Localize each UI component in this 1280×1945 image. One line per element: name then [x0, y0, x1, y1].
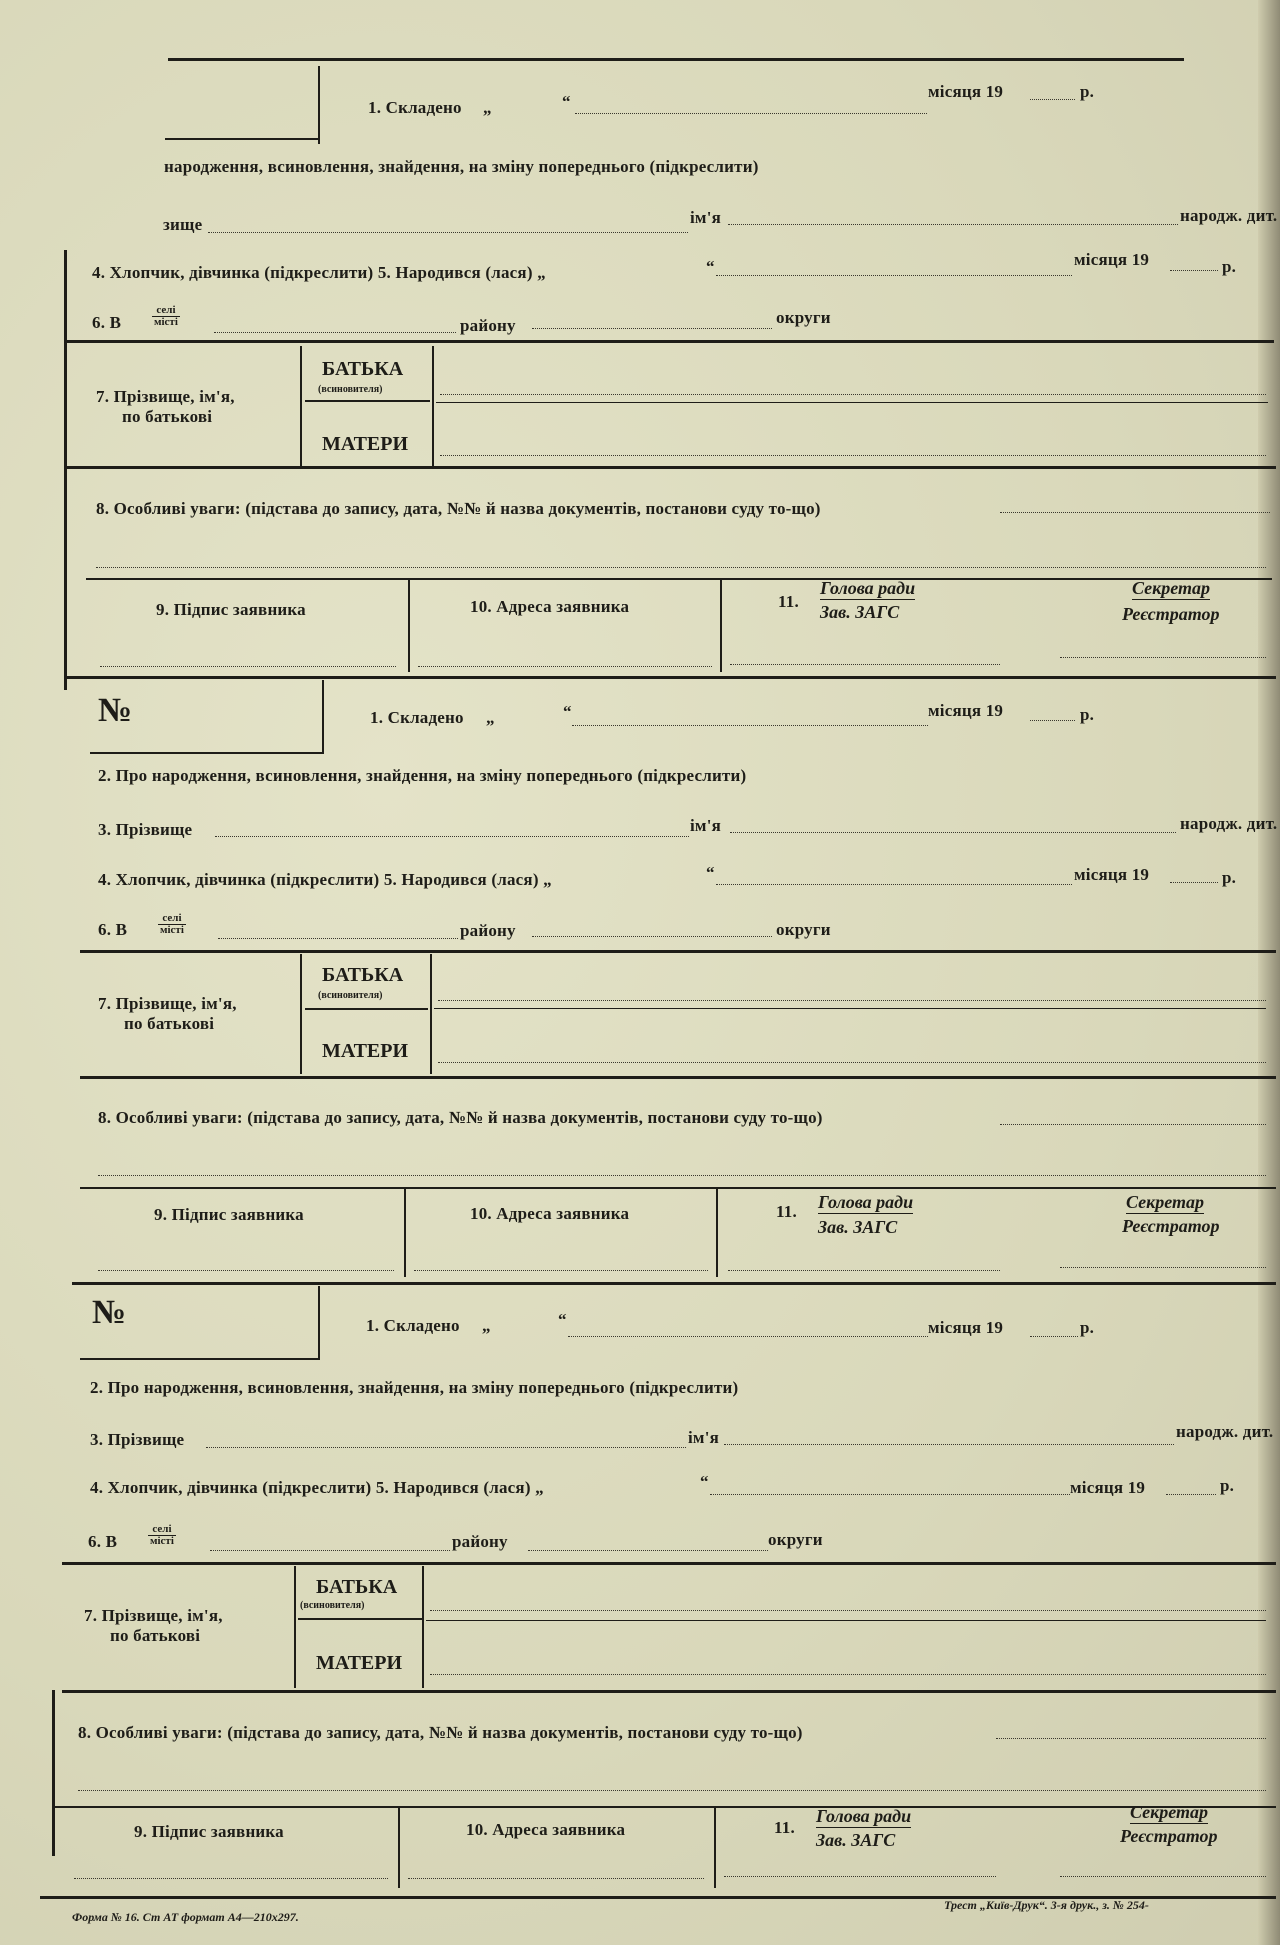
signature-field[interactable] [74, 1878, 388, 1879]
first-name-field[interactable] [728, 224, 1178, 225]
field-8-label: 8. Особливі уваги: (підстава до запису, дата, №№ й назва документів, постанови суду то-що) [78, 1723, 803, 1742]
year-field[interactable] [1030, 99, 1075, 100]
father-name-field[interactable] [440, 394, 1266, 395]
date-day-field[interactable] [568, 1336, 928, 1337]
notes-field-a[interactable] [1000, 1124, 1266, 1125]
first-name-field[interactable] [730, 832, 1176, 833]
notes-field-b[interactable] [78, 1790, 1266, 1791]
birth-year-field[interactable] [1170, 882, 1218, 883]
first-name-field[interactable] [724, 1444, 1174, 1445]
head-signature-field[interactable] [730, 664, 1000, 665]
date-day-field[interactable] [572, 725, 928, 726]
page-edge [1258, 0, 1280, 1945]
printer-footer: Трест „Київ-Друк“. 3-я друк., з. № 254- [944, 1898, 1149, 1912]
mother-name-field[interactable] [438, 1062, 1266, 1063]
field-3-label: зище [163, 215, 203, 234]
district-field[interactable] [532, 936, 772, 937]
place-field[interactable] [210, 1550, 450, 1551]
birth-date-field[interactable] [710, 1494, 1070, 1495]
secretary-signature-field[interactable] [1060, 657, 1266, 658]
signature-field[interactable] [98, 1270, 394, 1271]
address-field[interactable] [414, 1270, 708, 1271]
field-8-label: 8. Особливі уваги: (підстава до запису, дата, №№ й назва документів, постанови суду то-що) [96, 499, 821, 518]
field-3-label: 3. Прізвище [90, 1430, 185, 1449]
birth-date-field[interactable] [716, 884, 1072, 885]
surname-field[interactable] [208, 232, 688, 233]
father-name-field[interactable] [438, 1000, 1266, 1001]
notes-field-a[interactable] [996, 1738, 1266, 1739]
year-field[interactable] [1030, 720, 1075, 721]
field-4-label: 4. Хлопчик, дівчинка (підкреслити) 5. Народився (лася) „ [92, 263, 546, 282]
field-2-label: 2. Про народження, всиновлення, знайдення, на зміну попереднього (підкреслити) [98, 766, 747, 785]
field-8-label: 8. Особливі уваги: (підстава до запису, дата, №№ й назва документів, постанови суду то-що) [98, 1108, 823, 1127]
year-field[interactable] [1030, 1336, 1078, 1337]
father-name-field[interactable] [430, 1610, 1266, 1611]
surname-field[interactable] [215, 836, 689, 837]
mother-name-field[interactable] [430, 1674, 1266, 1675]
field-4-label: 4. Хлопчик, дівчинка (підкреслити) 5. Народився (лася) „ [98, 870, 552, 889]
notes-field-b[interactable] [96, 567, 1266, 568]
district-field[interactable] [532, 328, 772, 329]
notes-field-b[interactable] [98, 1175, 1266, 1176]
district-field[interactable] [528, 1550, 768, 1551]
head-signature-field[interactable] [728, 1270, 1000, 1271]
field-4-label: 4. Хлопчик, дівчинка (підкреслити) 5. Народився (лася) „ [90, 1478, 544, 1497]
head-signature-field[interactable] [724, 1876, 996, 1877]
secretary-signature-field[interactable] [1060, 1876, 1266, 1877]
field-2-label: 2. Про народження, всиновлення, знайдення, на зміну попереднього (підкреслити) [90, 1378, 739, 1397]
place-field[interactable] [214, 332, 456, 333]
surname-field[interactable] [206, 1447, 686, 1448]
field-3-label: 3. Прізвище [98, 820, 193, 839]
field-6-label: 6. В [88, 1532, 118, 1551]
address-field[interactable] [418, 666, 712, 667]
mother-name-field[interactable] [440, 455, 1266, 456]
birth-date-field[interactable] [716, 275, 1072, 276]
secretary-signature-field[interactable] [1060, 1267, 1266, 1268]
birth-year-field[interactable] [1170, 270, 1218, 271]
notes-field-a[interactable] [1000, 512, 1270, 513]
record-number-sign: № [98, 692, 133, 729]
record-number-sign: № [92, 1294, 127, 1331]
birth-year-field[interactable] [1166, 1494, 1216, 1495]
date-day-field[interactable] [575, 113, 927, 114]
address-field[interactable] [408, 1878, 704, 1879]
field-6-label: 6. В [92, 313, 122, 332]
signature-field[interactable] [100, 666, 396, 667]
field-1-label: 1. Складено [368, 98, 462, 117]
form-footer: Форма № 16. Ст АТ формат А4—210x297. [72, 1910, 299, 1924]
field-2-label: народження, всиновлення, знайдення, на зміну попереднього (підкреслити) [164, 157, 759, 176]
place-field[interactable] [218, 938, 458, 939]
field-6-label: 6. В [98, 920, 128, 939]
